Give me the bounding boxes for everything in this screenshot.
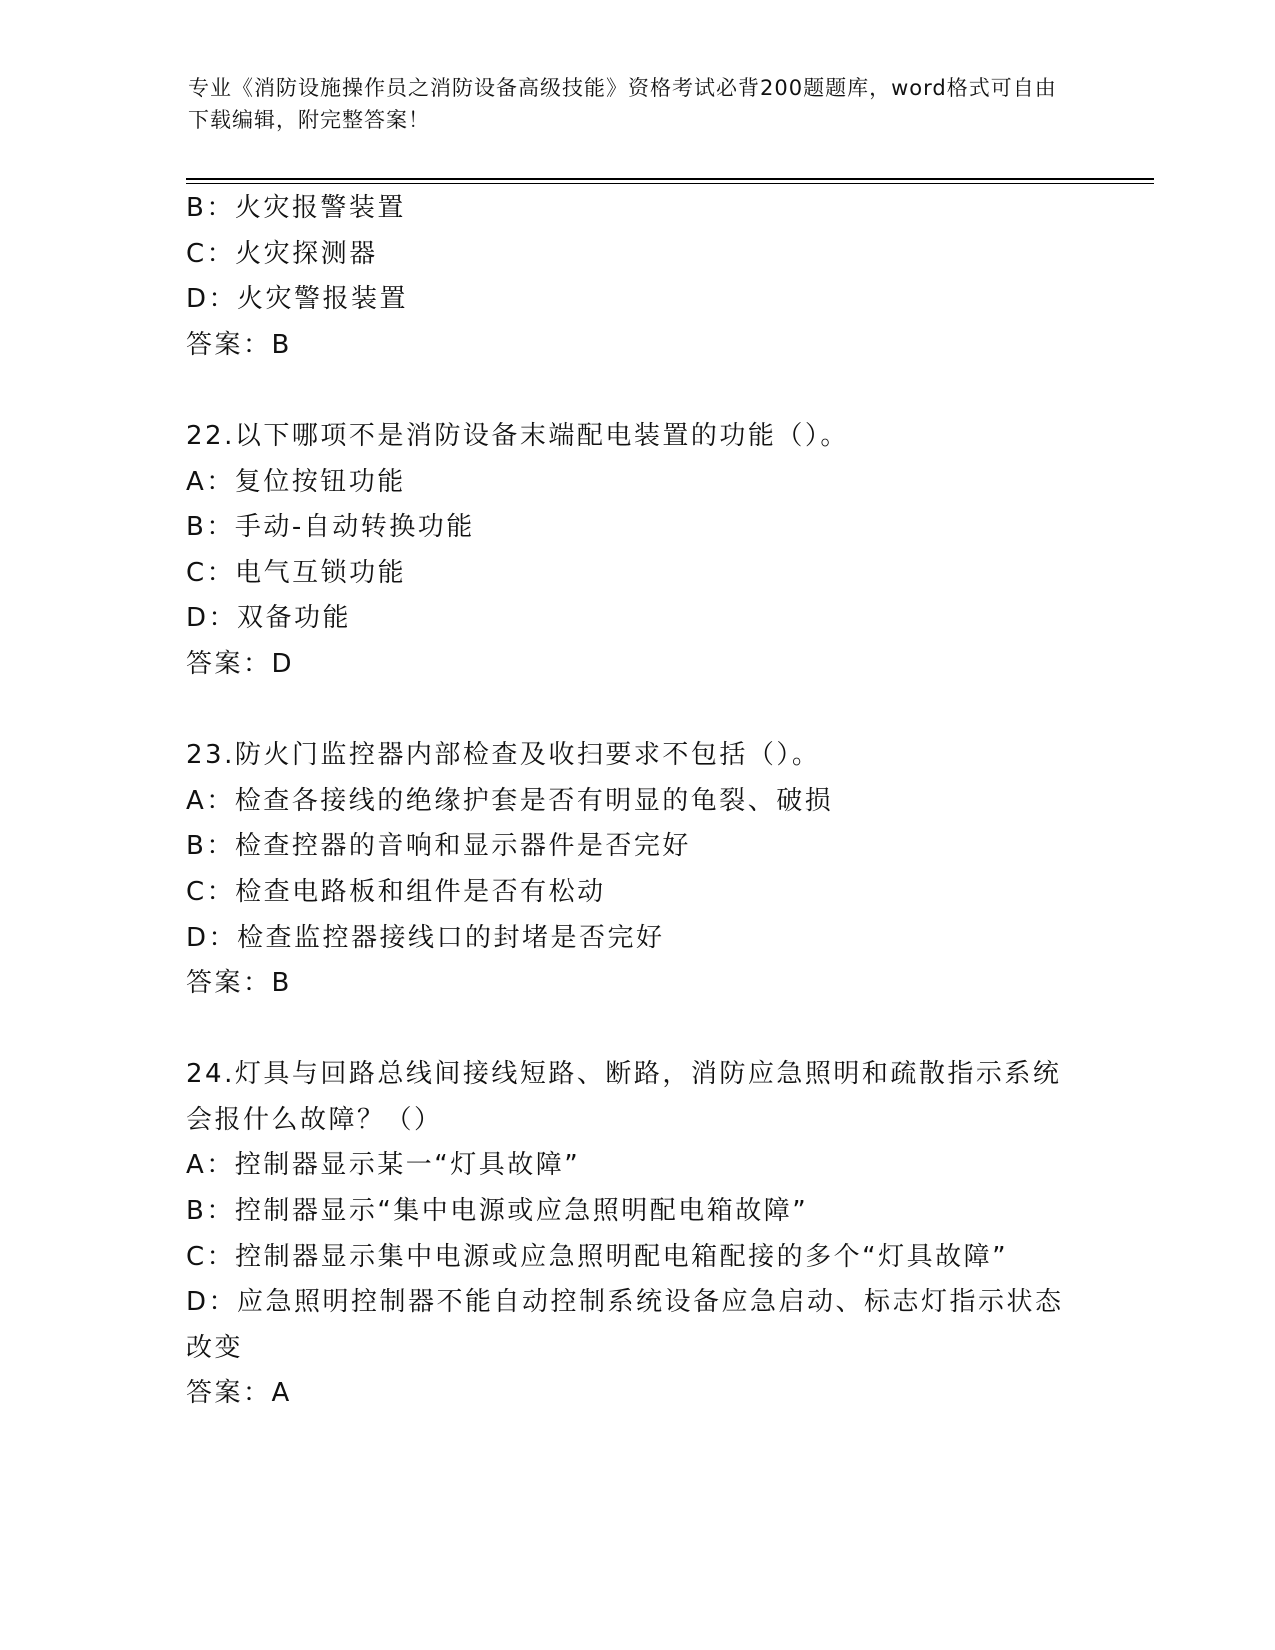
answer: 答案：A (186, 1378, 292, 1409)
option-a: A：检查各接线的绝缘护套是否有明显的龟裂、破损 (186, 785, 834, 816)
answer: 答案：B (186, 968, 292, 999)
option-b: B：火灾报警装置 (186, 193, 406, 223)
option-d: D：火灾警报装置 (186, 284, 409, 315)
header-rule-thin (186, 183, 1154, 184)
answer: 答案：B (186, 329, 292, 360)
option-a: A：控制器显示某一“灯具故障” (186, 1150, 581, 1181)
option-d: D：双备功能 (186, 603, 352, 634)
option-b: B：控制器显示“集中电源或应急照明配电箱故障” (186, 1196, 809, 1227)
question-list (186, 186, 1086, 1417)
option-c: C：检查电路板和组件是否有松动 (186, 876, 606, 907)
header-rule-thick (186, 178, 1154, 180)
answer: 答案：D (186, 648, 295, 679)
question-24 (186, 1052, 1086, 1417)
option-b: B：检查控器的音响和显示器件是否完好 (186, 831, 691, 862)
option-d: D：检查监控器接线口的封堵是否完好 (186, 922, 665, 953)
question-23 (186, 733, 1086, 1007)
option-c: C：火灾探测器 (186, 238, 378, 269)
document-header: 专业《消防设施操作员之消防设备高级技能》资格考试必背200题题库，word格式可自由下载编辑，附完整答案！ (188, 76, 1057, 132)
option-c: C：控制器显示集中电源或应急照明配电箱配接的多个“灯具故障” (186, 1241, 1009, 1272)
question-21-continued (186, 186, 1086, 368)
option-a: A：复位按钮功能 (186, 466, 406, 497)
question-stem: 24.灯具与回路总线间接线短路、断路，消防应急照明和疏散指示系统会报什么故障？（） (186, 1059, 1062, 1135)
option-d: D：应急照明控制器不能自动控制系统设备应急启动、标志灯指示状态改变 (186, 1287, 1064, 1363)
option-b: B：手动-自动转换功能 (186, 512, 475, 543)
question-stem: 22.以下哪项不是消防设备末端配电装置的功能（）。 (186, 420, 849, 451)
option-c: C：电气互锁功能 (186, 557, 407, 588)
question-stem: 23.防火门监控器内部检查及收扫要求不包括（）。 (186, 740, 821, 771)
question-22 (186, 414, 1086, 688)
